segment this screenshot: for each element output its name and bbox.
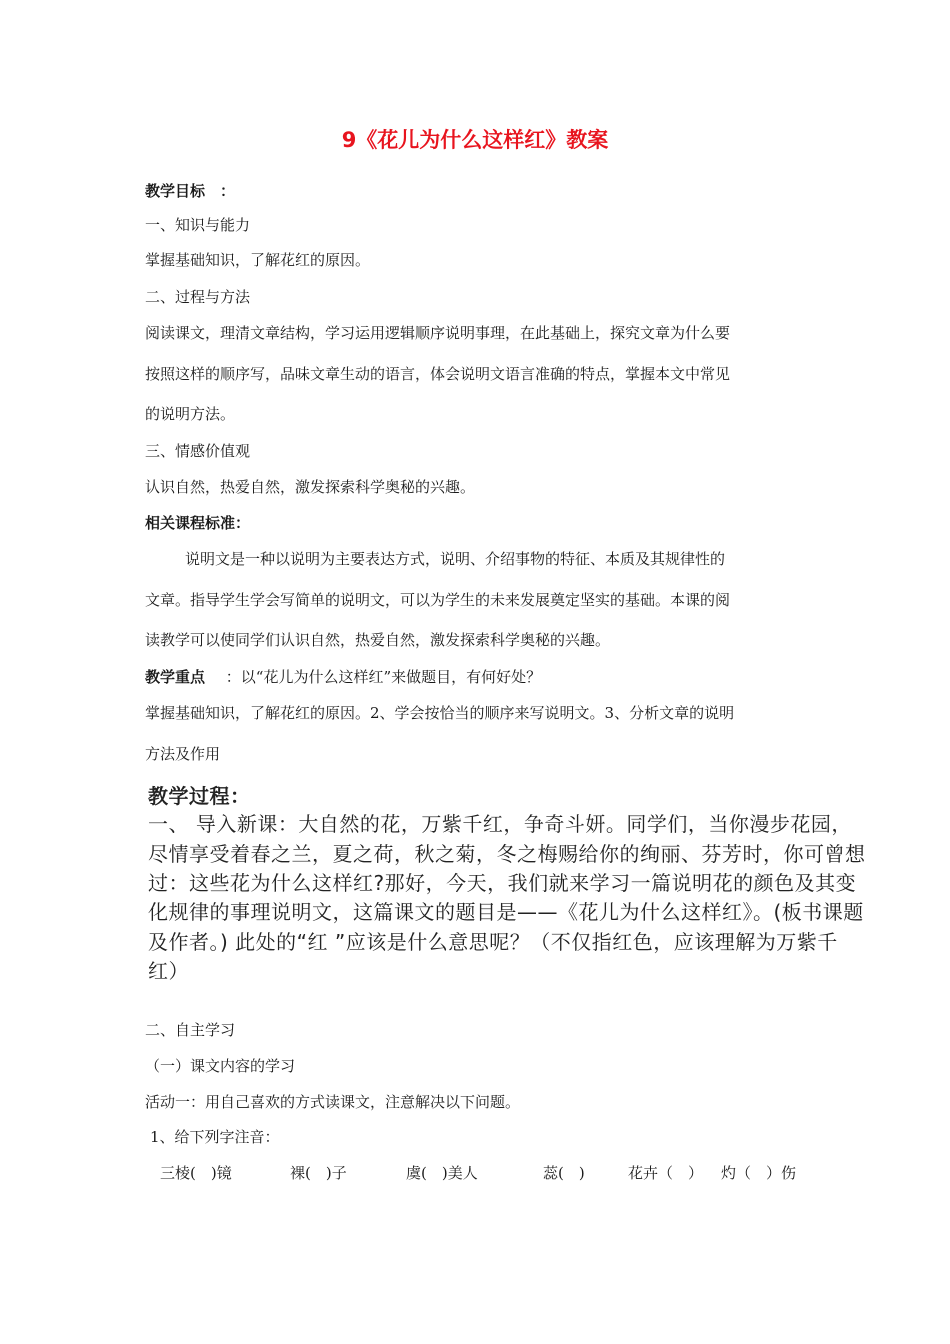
pinyin-item: 灼（ ）伤 (721, 1164, 797, 1182)
standards-line: 说明文是一种以说明为主要表达方式，说明、介绍事物的特征、本质及其规律性的 (185, 550, 726, 568)
key-points-label: 教学重点 (145, 668, 206, 686)
document-title: 9《花儿为什么这样红》教案 (341, 128, 609, 152)
question-1: 1、给下列字注音： (150, 1128, 280, 1146)
key-points-text: ：以“花儿为什么这样红”来做题目，有何好处？ (225, 668, 542, 686)
pinyin-item: 蕊( ) (543, 1164, 585, 1182)
key-line: 方法及作用 (145, 745, 221, 763)
process-line: 一、 导入新课：大自然的花，万紫千红，争奇斗妍。同学们，当你漫步花园， (148, 812, 852, 836)
objective-2-line: 阅读课文，理清文章结构，学习运用逻辑顺序说明事理，在此基础上，探究文章为什么要 (145, 324, 731, 342)
process-line: 过：这些花为什么这样红?那好，今天，我们就来学习一篇说明花的颜色及其变 (148, 871, 857, 895)
objective-2-line: 按照这样的顺序写，品味文章生动的语言，体会说明文语言准确的特点，掌握本文中常见 (145, 365, 731, 383)
standards-heading: 相关课程标准： (145, 514, 251, 532)
objective-3-text: 认识自然，热爱自然，激发探索科学奥秘的兴趣。 (145, 478, 476, 496)
objective-2-line: 的说明方法。 (145, 405, 236, 423)
objective-2-heading: 二、过程与方法 (145, 288, 251, 306)
standards-line: 读教学可以使同学们认识自然，热爱自然，激发探索科学奥秘的兴趣。 (145, 631, 611, 649)
activity-1: 活动一：用自己喜欢的方式读课文，注意解决以下问题。 (145, 1093, 521, 1111)
pinyin-item: 花卉（ ） (628, 1164, 704, 1182)
standards-line: 文章。指导学生学会写简单的说明文，可以为学生的未来发展奠定坚实的基础。本课的阅 (145, 591, 731, 609)
pinyin-item: 虞( )美人 (406, 1164, 478, 1182)
sub-1-heading: （一）课文内容的学习 (145, 1057, 296, 1075)
pinyin-item: 裸( )子 (290, 1164, 347, 1182)
objective-1-heading: 一、知识与能力 (145, 216, 251, 234)
objective-1-text: 掌握基础知识，了解花红的原因。 (145, 251, 371, 269)
process-line: 红） (148, 959, 189, 983)
process-line: 及作者。) 此处的“红 ”应该是什么意思呢？（不仅指红色，应该理解为万紫千 (148, 930, 838, 954)
process-line: 尽情享受着春之兰，夏之荷，秋之菊，冬之梅赐给你的绚丽、芬芳时，你可曾想 (148, 842, 866, 866)
process-heading: 教学过程： (148, 784, 251, 808)
section-2-heading: 二、自主学习 (145, 1021, 236, 1039)
process-line: 化规律的事理说明文，这篇课文的题目是——《花儿为什么这样红》。(板书课题 (148, 900, 864, 924)
objective-3-heading: 三、情感价值观 (145, 442, 251, 460)
key-points-row (145, 666, 541, 687)
key-line: 掌握基础知识，了解花红的原因。2、学会按恰当的顺序来写说明文。3、分析文章的说明 (145, 704, 735, 722)
objectives-heading: 教学目标 ： (145, 182, 236, 200)
pinyin-item: 三棱( )镜 (160, 1164, 232, 1182)
